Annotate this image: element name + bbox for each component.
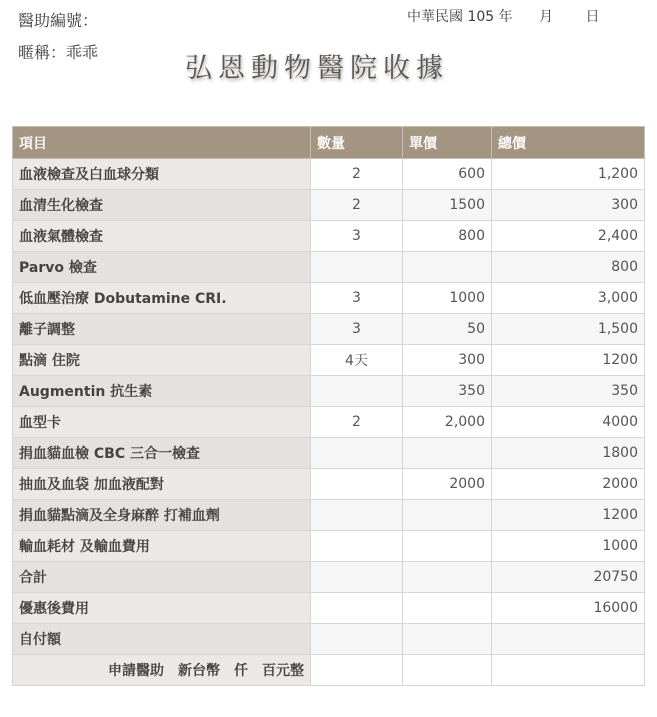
table-row <box>13 190 645 221</box>
item-cell: 血液氣體檢查 <box>13 221 311 252</box>
unit-price-cell: 800 <box>403 221 492 252</box>
table-body <box>13 159 645 686</box>
item-cell: 血液檢查及白血球分類 <box>13 159 311 190</box>
date-day: 日 <box>585 9 600 25</box>
total-cell: 2000 <box>492 469 645 500</box>
item-cell: 自付額 <box>13 624 311 655</box>
unit-price-cell: 1500 <box>403 190 492 221</box>
item-cell: 低血壓治療 Dobutamine CRI. <box>13 283 311 314</box>
item-cell: 血清生化檢查 <box>13 190 311 221</box>
unit-price-cell: 2,000 <box>403 407 492 438</box>
total-cell: 1800 <box>492 438 645 469</box>
table-row <box>13 624 645 655</box>
table-row <box>13 500 645 531</box>
qty-cell: 4天 <box>311 345 403 376</box>
date-year: 中華民國 105 年 <box>407 9 513 25</box>
qty-cell: 2 <box>311 159 403 190</box>
total-cell: 3,000 <box>492 283 645 314</box>
total-cell: 1,200 <box>492 159 645 190</box>
col-header-qty: 數量 <box>311 127 403 159</box>
qty-cell <box>311 469 403 500</box>
item-cell: 血型卡 <box>13 407 311 438</box>
qty-cell: 2 <box>311 407 403 438</box>
qty-cell: 3 <box>311 283 403 314</box>
col-header-item: 項目 <box>13 127 311 159</box>
unit-price-cell <box>403 252 492 283</box>
unit-price-cell <box>403 500 492 531</box>
unit-price-cell: 300 <box>403 345 492 376</box>
table-row <box>13 469 645 500</box>
total-cell: 2,400 <box>492 221 645 252</box>
item-cell: 輸血耗材 及輸血費用 <box>13 531 311 562</box>
total-cell: 1000 <box>492 531 645 562</box>
qty-cell <box>311 562 403 593</box>
qty-cell <box>311 376 403 407</box>
aid-number-label: 醫助編號： <box>18 11 99 30</box>
item-cell: 捐血貓血檢 CBC 三合一檢查 <box>13 438 311 469</box>
qty-cell <box>311 531 403 562</box>
item-cell: Augmentin 抗生素 <box>13 376 311 407</box>
table-header-row <box>13 127 645 159</box>
item-cell: 合計 <box>13 562 311 593</box>
item-cell: 點滴 住院 <box>13 345 311 376</box>
qty-cell: 2 <box>311 190 403 221</box>
table-row <box>13 345 645 376</box>
unit-price-cell <box>403 624 492 655</box>
qty-cell: 3 <box>311 221 403 252</box>
table-row <box>13 314 645 345</box>
unit-price-cell <box>403 438 492 469</box>
footer-label: 申請醫助 新台幣 仟 百元整 <box>13 655 311 686</box>
date-line <box>407 6 600 26</box>
item-cell: 離子調整 <box>13 314 311 345</box>
col-header-unit-price: 單價 <box>403 127 492 159</box>
footer-total-cell <box>492 655 645 686</box>
item-cell: Parvo 檢查 <box>13 252 311 283</box>
footer-qty-cell <box>311 655 403 686</box>
unit-price-cell: 50 <box>403 314 492 345</box>
table-row <box>13 252 645 283</box>
table-row <box>13 376 645 407</box>
unit-price-cell: 350 <box>403 376 492 407</box>
total-cell: 800 <box>492 252 645 283</box>
item-cell: 抽血及血袋 加血液配對 <box>13 469 311 500</box>
total-cell: 4000 <box>492 407 645 438</box>
unit-price-cell: 1000 <box>403 283 492 314</box>
table-row <box>13 407 645 438</box>
table-row <box>13 221 645 252</box>
qty-cell <box>311 624 403 655</box>
unit-price-cell <box>403 531 492 562</box>
receipt-title: 弘恩動物醫院收據 <box>185 53 449 84</box>
qty-cell <box>311 438 403 469</box>
receipt-table <box>12 126 645 686</box>
total-cell <box>492 624 645 655</box>
nickname-label: 暱稱：乖乖 <box>18 43 99 62</box>
item-cell: 優惠後費用 <box>13 593 311 624</box>
unit-price-cell <box>403 562 492 593</box>
total-cell: 350 <box>492 376 645 407</box>
table-row <box>13 562 645 593</box>
table-row <box>13 159 645 190</box>
total-cell: 1200 <box>492 500 645 531</box>
unit-price-cell <box>403 593 492 624</box>
total-cell: 1200 <box>492 345 645 376</box>
total-cell: 1,500 <box>492 314 645 345</box>
col-header-total: 總價 <box>492 127 645 159</box>
qty-cell: 3 <box>311 314 403 345</box>
qty-cell <box>311 593 403 624</box>
qty-cell <box>311 500 403 531</box>
unit-price-cell: 600 <box>403 159 492 190</box>
total-cell: 16000 <box>492 593 645 624</box>
date-month: 月 <box>539 9 554 25</box>
footer-unit-cell <box>403 655 492 686</box>
table-row <box>13 283 645 314</box>
total-cell: 20750 <box>492 562 645 593</box>
table-row <box>13 438 645 469</box>
total-cell: 300 <box>492 190 645 221</box>
table-row <box>13 593 645 624</box>
qty-cell <box>311 252 403 283</box>
unit-price-cell: 2000 <box>403 469 492 500</box>
item-cell: 捐血貓點滴及全身麻醉 打補血劑 <box>13 500 311 531</box>
footer-row <box>13 655 645 686</box>
table-row <box>13 531 645 562</box>
